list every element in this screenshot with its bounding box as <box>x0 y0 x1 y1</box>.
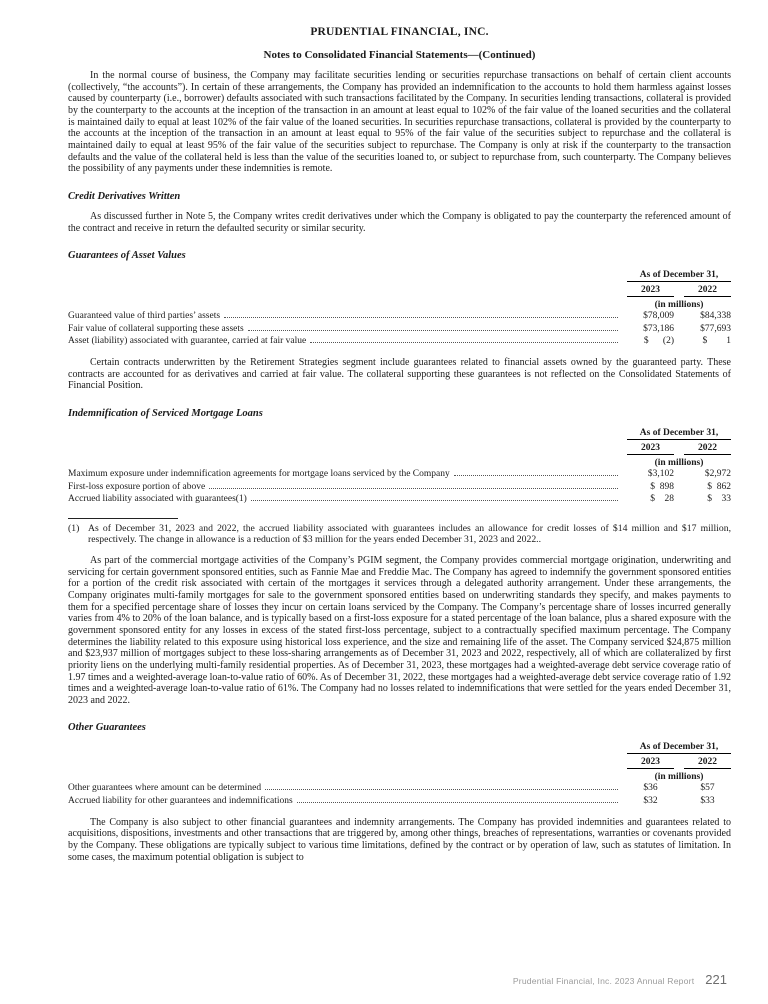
value-2023: $3,102 <box>647 468 674 479</box>
table-row <box>68 324 731 336</box>
row-label: Asset (liability) associated with guarantee, carried at fair value <box>68 336 307 347</box>
column-2022: 2022 <box>684 757 731 769</box>
units-label: (in millions) <box>654 300 704 311</box>
period-header: As of December 31, <box>627 428 731 440</box>
paragraph-other-financial-guarantees: The Company is also subject to other financial guarantees and indemnity arrangements. The Company has provided indemnities and guarantees related to acquisitions, dispositions, investments and other transactions that are triggered by, among other things, breaches of representations, warranties or covenants provided by the Company. These obligations are typically subject to various time limitations, defined by the contract or by operation of law, such as statutes of limitation. In some cases, the maximum potential obligation is subject to <box>68 816 731 863</box>
table-row <box>68 796 731 808</box>
table-row <box>68 783 731 795</box>
value-2023: $ 898 <box>650 481 674 492</box>
row-label: Accrued liability associated with guarantees(1) <box>68 494 247 505</box>
notes-subtitle: Notes to Consolidated Financial Statements—(Continued) <box>263 49 536 61</box>
dot-leader <box>297 802 618 803</box>
value-2022: $ 33 <box>707 494 731 505</box>
row-label: Other guarantees where amount can be determined <box>68 783 262 794</box>
value-2023: $73,186 <box>643 323 674 334</box>
row-label: Guaranteed value of third parties’ assets <box>68 311 221 322</box>
value-2023: $32 <box>643 796 658 807</box>
page-footer <box>513 972 727 987</box>
table-other-guarantees <box>68 742 731 807</box>
value-2022: $2,972 <box>704 468 731 479</box>
footnote-text: As of December 31, 2023 and 2022, the accrued liability associated with guarantees includes an allowance for credit losses of $14 million and $17 million, respectively. The change in allowance is a reduction of $3 million for the years ended December 31, 2023 and 2022.. <box>88 522 731 546</box>
table-indemnification-mortgage-loans <box>68 428 731 506</box>
value-2022: $84,338 <box>700 311 731 322</box>
value-2022: $57 <box>700 783 715 794</box>
value-2023: $78,009 <box>643 311 674 322</box>
table-row <box>68 336 731 348</box>
value-2022: $ 1 <box>702 336 731 347</box>
row-label: First-loss exposure portion of above <box>68 481 206 492</box>
row-label: Accrued liability for other guarantees and indemnifications <box>68 796 293 807</box>
column-2022: 2022 <box>684 443 731 455</box>
table-header <box>68 270 731 310</box>
period-header: As of December 31, <box>627 270 731 282</box>
dot-leader <box>454 475 618 476</box>
dot-leader <box>310 342 618 343</box>
value-2023: $36 <box>643 783 658 794</box>
column-2023: 2023 <box>627 443 674 455</box>
units-label: (in millions) <box>654 772 704 783</box>
table-row <box>68 494 731 506</box>
section-guarantees-of-asset-values: Guarantees of Asset Values <box>68 250 186 262</box>
report-title: Prudential Financial, Inc. 2023 Annual Report <box>512 976 695 986</box>
footnote-marker: (1) <box>68 522 80 534</box>
paragraph-retirement-strategies: Certain contracts underwritten by the Retirement Strategies segment include guarantees related to financial assets owned by the guaranteed party. These contracts are accounted for as derivatives and carried at fair value. The collateral supporting these guarantees is not reflected on the Consolidated Statements of Financial Position. <box>68 357 731 392</box>
page-number: 221 <box>705 972 727 987</box>
dot-leader <box>265 789 618 790</box>
footnote-1 <box>68 523 731 546</box>
dot-leader <box>251 500 618 501</box>
year-columns <box>627 285 731 297</box>
section-indemnification-serviced-mortgage-loans: Indemnification of Serviced Mortgage Loans <box>68 407 263 419</box>
period-header: As of December 31, <box>627 742 731 754</box>
value-2022: $33 <box>700 796 715 807</box>
table-row <box>68 482 731 494</box>
table-row <box>68 469 731 481</box>
paragraph-credit-derivatives: As discussed further in Note 5, the Company writes credit derivatives under which the Company is obligated to pay the counterparty the referenced amount of the contract and receive in return the defaulted security or similar security. <box>68 210 731 234</box>
value-2022: $ 862 <box>707 481 731 492</box>
dot-leader <box>248 330 618 331</box>
column-2023: 2023 <box>627 757 674 769</box>
row-label: Fair value of collateral supporting these assets <box>68 323 244 334</box>
company-title: PRUDENTIAL FINANCIAL, INC. <box>310 26 489 38</box>
row-label: Maximum exposure under indemnification agreements for mortgage loans serviced by the Company <box>68 468 450 479</box>
value-2023: $ (2) <box>643 336 674 347</box>
section-other-guarantees: Other Guarantees <box>68 722 146 734</box>
table-header <box>68 428 731 468</box>
table-guarantees-asset-values <box>68 270 731 348</box>
table-row <box>68 311 731 323</box>
paragraph-pgim-commercial-mortgage: As part of the commercial mortgage activities of the Company’s PGIM segment, the Company provides commercial mortgage origination, underwriting and servicing for certain government sponsored entities, such as Fannie Mae and Freddie Mac. The Company has agreed to indemnify the government sponsored entities for a portion of the credit risk associated with certain of the mortgages it services through a delegated authority arrangement. Under these arrangements, the Company originates multi-family mortgages for sale to the government sponsored entities based on underwriting standards they specify, and makes payments to them for a specified percentage share of losses they incur on certain loans serviced by the Company. The Company’s percentage share of losses incurred generally varies from 4% to 20% of the loan balance, and is typically based on a first-loss exposure for a stated percentage of the loan balance, plus a shared exposure with the government sponsored entity for any losses in excess of the stated first-loss percentage, subject to a contractually specified maximum percentage. The Company determines the liability related to this exposure using historical loss experience, and the size and remaining life of the asset. The Company serviced $24,875 million and $23,937 million of mortgages subject to these loss-sharing arrangements as of December 31, 2023 and 2022, respectively, all of which are collateralized by first priority liens on the underlying multi-family residential properties. As of December 31, 2023, these mortgages had a weighted-average debt service coverage ratio of 1.97 times and a weighted-average loan-to-value ratio of 60%. As of December 31, 2022, these mortgages had a weighted-average debt service coverage ratio of 1.92 times and a weighted-average loan-to-value ratio of 61%. The Company had no losses related to indemnifications that were settled for the years ended December 31, 2023 and 2022. <box>68 554 731 706</box>
year-columns <box>627 757 731 769</box>
dot-leader <box>224 317 618 318</box>
column-2023: 2023 <box>627 285 674 297</box>
value-2023: $ 28 <box>650 494 674 505</box>
dot-leader <box>209 488 618 489</box>
section-credit-derivatives-written: Credit Derivatives Written <box>68 190 181 202</box>
paragraph-securities-lending: In the normal course of business, the Company may facilitate securities lending or securities repurchase transactions on behalf of certain client accounts (collectively, “the accounts”). In certain of these arrangements, the Company has provided an indemnification to the accounts to hold them harmless against losses caused by counterparty (i.e., borrower) defaults associated with such transactions facilitated by the Company. In securities lending transactions, collateral is provided by the counterparty to the accounts at the inception of the transaction in an amount at least equal to 102% of the fair value of the loaned securities and the collateral is maintained daily to equal at least 102% of the fair value of the loaned securities. In securities repurchase transactions, collateral is provided by the counterparty to the accounts at the inception of the transaction in an amount at least equal to 95% of the fair value of the securities subject to repurchase and the collateral is maintained daily to equal at least 95% of the fair value of the securities subject to repurchase. The Company is only at risk if the counterparty to the transaction defaults and the value of the collateral held is less than the value of the securities loaned to, or subject to repurchase from, such counterparty. The Company believes the possibility of any payments under these indemnities is remote. <box>68 70 731 175</box>
value-2022: $77,693 <box>700 323 731 334</box>
year-columns <box>627 443 731 455</box>
units-label: (in millions) <box>654 457 704 468</box>
column-2022: 2022 <box>684 285 731 297</box>
table-header <box>68 742 731 782</box>
footnote-rule <box>68 518 178 519</box>
